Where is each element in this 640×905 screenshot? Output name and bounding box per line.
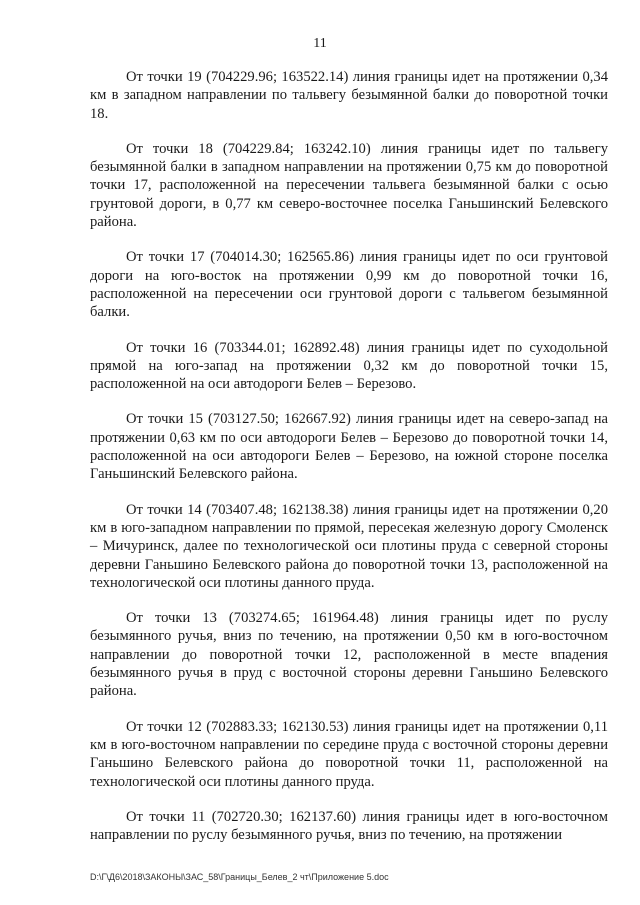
paragraph-point-14: От точки 14 (703407.48; 162138.38) линия границы идет на протяжении 0,20 км в юго-западном направлении по прямой, пересекая железную дорогу Смоленск – Мичуринск, далее по технологической оси плотины пруда с северной стороны деревни Ганьшино Белевского района до поворотной точки 13, расположенной на технологической оси плотины данного пруда. [90,501,608,591]
paragraph-point-19: От точки 19 (704229.96; 163522.14) линия границы идет на протяжении 0,34 км в западном направлении по тальвегу безымянной балки до поворотной точки 18. [90,69,608,122]
paragraph-point-15: От точки 15 (703127.50; 162667.92) линия границы идет на северо-запад на протяжении 0,63 км по оси автодороги Белев – Березово до поворотной точки 14, расположенной на оси автодороги Белев – Березово, на южной стороне поселка Ганьшинский Белевского района. [90,411,608,483]
paragraph-point-18: От точки 18 (704229.84; 163242.10) линия границы идет по тальвегу безымянной балки в западном направлении на протяжении 0,75 км до поворотной точки 17, расположенной на пересечении тальвега безымянной балки с осью грунтовой дороги, в 0,77 км северо-восточнее поселка Ганьшинский Белевского района. [90,140,608,231]
paragraph-point-17: От точки 17 (704014.30; 162565.86) линия границы идет по оси грунтовой дороги на юго-восток на протяжении 0,99 км до поворотной точки 16, расположенной на пересечении оси грунтовой дороги с тальвегом безымянной балки. [90,249,608,321]
file-path-footer: D:\Г\Д6\2018\ЗАКОНЫ\ЗАС_58\Границы_Белев_2 чт\Приложение 5.doc [90,872,389,882]
paragraph-point-13: От точки 13 (703274.65; 161964.48) линия границы идет по руслу безымянного ручья, вниз по течению, на протяжении 0,50 км в юго-восточном направлении до поворотной точки 12, расположенной в месте впадения безымянного ручья в пруд с восточной стороны деревни Ганьшино Белевского района. [90,610,608,700]
document-body [90,68,608,861]
paragraph-point-11: От точки 11 (702720.30; 162137.60) линия границы идет в юго-восточном направлении по руслу безымянного ручья, вниз по течению, на протяжении [90,808,608,844]
paragraph-point-16: От точки 16 (703344.01; 162892.48) линия границы идет по суходольной прямой на юго-запад на протяжении 0,32 км до поворотной точки 15, расположенной на оси автодороги Белев – Березово. [90,339,608,393]
page-number: 11 [313,36,327,51]
paragraph-point-12: От точки 12 (702883.33; 162130.53) линия границы идет на протяжении 0,11 км в юго-восточном направлении по середине пруда с восточной стороны деревни Ганьшино Белевского района до поворотной точки 11, расположенной на технологической оси плотины данного пруда. [90,718,608,790]
